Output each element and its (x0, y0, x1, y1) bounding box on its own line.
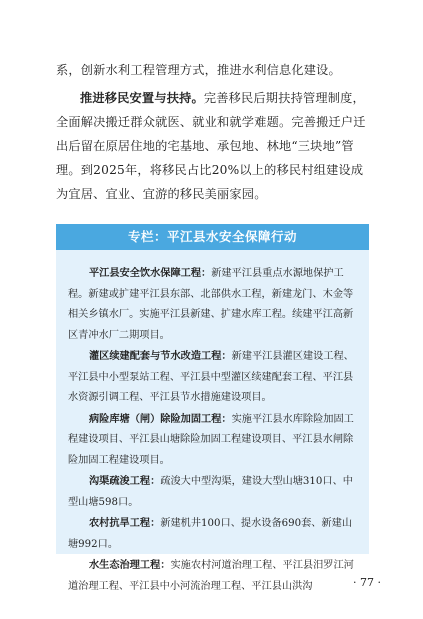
page-number: · 77 · (353, 576, 381, 589)
column-item-text: 实施平江县水库除险加固工程建设项目、平江县山塘除险加固工程建设项目、平江县水闸除险加固工程建设项目。 (68, 413, 354, 466)
column-item-text: 实施农村河道治理工程、平江县汨罗江河道治理工程、平江县中小河流治理工程、平江县山洪沟 (68, 560, 354, 592)
column-item-text: 新建平江县灌区建设工程、平江县中小型泵站工程、平江县中型灌区续建配套工程、平江县水资源引调工程、平江县节水措施建设项目。 (68, 351, 354, 403)
paragraph-text: 完善移民后期扶持管理制度，全面解决搬迁群众就医、就业和就学难题。完善搬迁户迁出后留在原居住地的宅基地、承包地、林地“三块地”管理。到2025年，将移民占比20%以上的移民村组建设成为宜居、宜业、宜游的移民美丽家园。 (56, 91, 366, 201)
column-item-title: 农村抗旱工程： (89, 517, 161, 529)
column-item-text: 新建机井100口、提水设备690套、新建山塘992口。 (68, 518, 353, 550)
column-item (68, 346, 357, 409)
column-item-text: 疏浚大中型沟渠，建设大型山塘310口、中型山塘598口。 (68, 476, 353, 508)
paragraph-text: 系，创新水利工程管理方式，推进水利信息化建设。 (56, 63, 341, 77)
column-item (68, 513, 357, 555)
column-title: 专栏：平江县水安全保障行动 (56, 224, 369, 250)
column-item-title: 平江县安全饮水保障工程： (89, 267, 212, 279)
column-item (68, 471, 357, 513)
column-item-title: 病险库塘（闸）除险加固工程： (89, 412, 232, 425)
column-item-title: 沟渠疏浚工程： (89, 475, 161, 487)
body-paragraph-continued (56, 58, 370, 82)
column-item-text: 新建平江县重点水源地保护工程。新建或扩建平江县东部、北部供水工程，新建龙门、木金等相关乡镇水厂。实施平江县新建、扩建水库工程。续建平江高新区青冲水厂二期项目。 (68, 268, 354, 341)
column-item (68, 409, 357, 472)
column-item (68, 555, 357, 597)
column-item-title: 灌区续建配套与节水改造工程： (89, 350, 232, 362)
column-item (68, 263, 357, 346)
column-item-title: 水生态治理工程： (89, 559, 171, 571)
paragraph-heading: 推进移民安置与扶持。 (80, 91, 204, 105)
body-paragraph-resettlement (56, 86, 370, 206)
column-body (56, 250, 369, 597)
